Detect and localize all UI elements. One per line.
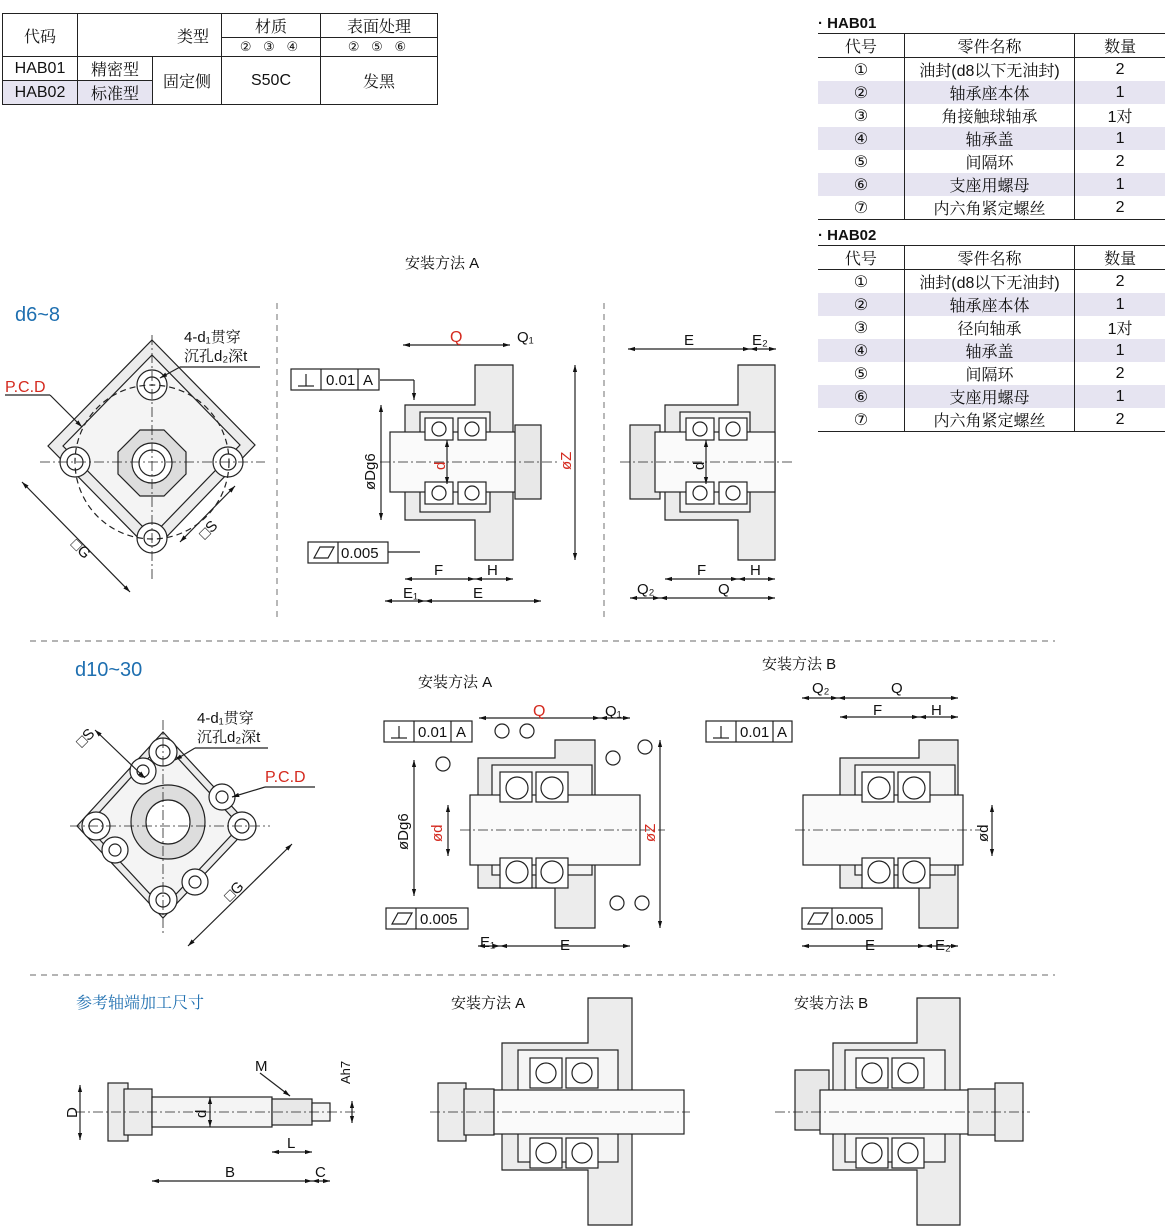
parts-cell: 1: [1075, 385, 1165, 408]
parts-header-cell: 数量: [1075, 34, 1165, 58]
parts-cell: 支座用螺母: [904, 173, 1074, 196]
parts-cell: ⑥: [818, 385, 904, 408]
parts-cell: 间隔环: [904, 150, 1074, 173]
q-label-small: Q: [450, 329, 463, 346]
parts-cell: ⑦: [818, 196, 904, 220]
e-label-large: E: [560, 937, 571, 954]
parts-cell: ⑤: [818, 150, 904, 173]
header-surface: 表面处理: [321, 14, 438, 38]
ah7-label: Ah7: [338, 1060, 353, 1084]
parts-cell: ⑦: [818, 408, 904, 432]
l-label: L: [287, 1135, 296, 1152]
parts-cell: 径向轴承: [904, 316, 1074, 339]
parts-cell: ⑥: [818, 173, 904, 196]
q2-label-small-b: Q₂: [637, 581, 655, 598]
parts-cell: 2: [1115, 60, 1125, 78]
parts-cell: 间隔环: [904, 362, 1074, 385]
dg6-label-small: øDg6: [362, 453, 379, 490]
row1-type: 精密型: [78, 57, 153, 81]
z-label-large: øZ: [642, 823, 659, 842]
parts-cell: 轴承座本体: [904, 293, 1074, 316]
parts-cell: 1对: [1107, 109, 1133, 126]
q2-label-large-b: Q₂: [812, 680, 830, 697]
e1-label-small: E₁: [403, 585, 419, 602]
surface-value: 发黑: [321, 57, 438, 105]
od-label-large-b: ød: [975, 824, 992, 842]
big-d-label: D: [64, 1107, 81, 1118]
parts-header-cell: 零件名称: [904, 34, 1074, 58]
e-label-small: E: [473, 585, 484, 602]
parts-header-cell: 代号: [818, 34, 904, 58]
parts-cell: 1: [1075, 127, 1165, 150]
parts-cell: ④: [818, 339, 904, 362]
row2-code: HAB02: [3, 81, 78, 105]
q-label-large-b: Q: [891, 680, 903, 697]
hole-note-1-large: 4-d₁贯穿: [197, 710, 254, 727]
parts-cell: 油封(d8以下无油封): [904, 270, 1074, 294]
hab02-title: · HAB02: [818, 227, 877, 244]
parts-cell: 1: [1075, 339, 1165, 362]
parts-cell: ②: [818, 293, 904, 316]
parts-cell: 1: [1075, 81, 1165, 104]
g-label-large: □G: [220, 878, 248, 905]
f-label-small-b: F: [697, 562, 707, 579]
parts-cell: 轴承盖: [904, 127, 1074, 150]
parts-cell: ⑤: [818, 362, 904, 385]
c-label: C: [315, 1164, 326, 1181]
range-small-label: d6~8: [15, 304, 61, 326]
row1-code: HAB01: [3, 57, 78, 81]
e1-label-large: E₁: [480, 934, 496, 951]
header-type: 类型: [78, 14, 222, 57]
s-label-small: □S: [195, 517, 222, 543]
q1-label-small: Q₁: [517, 329, 534, 346]
h-label-small: H: [487, 562, 498, 579]
shaft-end-drawing: [75, 1073, 355, 1181]
header-material: 材质: [222, 14, 321, 38]
z-label-small: øZ: [558, 451, 575, 470]
q1-label-large: Q₁: [605, 703, 622, 720]
parts-cell: 2: [1115, 198, 1125, 216]
datum-small: A: [363, 372, 374, 389]
e2-label-small-b: E₂: [752, 332, 768, 349]
row2-type: 标准型: [78, 81, 153, 105]
parts-cell: 油封(d8以下无油封): [904, 58, 1074, 82]
m-label: M: [255, 1058, 268, 1075]
perp-value-small: 0.01: [326, 372, 356, 389]
hab01-title: · HAB01: [818, 15, 877, 32]
shaft-end-title: 参考轴端加工尺寸: [76, 995, 205, 1012]
parts-cell: ②: [818, 81, 904, 104]
parts-cell: 轴承座本体: [904, 81, 1074, 104]
f-label-small: F: [434, 562, 444, 579]
h-label-small-b: H: [750, 562, 761, 579]
header-code: 代码: [3, 14, 78, 57]
parts-header-cell: 代号: [818, 246, 904, 270]
type-fixed: 固定侧: [153, 57, 222, 105]
method-b-title-mid: 安装方法 B: [762, 656, 837, 673]
parts-cell: 2: [1115, 410, 1125, 428]
q-label-small-b: Q: [718, 581, 730, 598]
material-value: S50C: [222, 57, 321, 105]
flange-large-front-view: [70, 720, 315, 946]
flat-value-large-b: 0.005: [836, 911, 874, 928]
datum-large-b: A: [777, 724, 788, 741]
datum-large: A: [456, 724, 467, 741]
sub-material: ② ③ ④: [222, 38, 321, 57]
method-b-small-section: [620, 349, 795, 598]
method-a-title-mid: 安装方法 A: [418, 674, 493, 691]
parts-cell: 内六角紧定螺丝: [904, 408, 1074, 432]
e-label-small-b: E: [684, 332, 695, 349]
method-b-title-bottom: 安装方法 B: [794, 995, 869, 1012]
parts-cell: ③: [818, 104, 904, 127]
hole-note-1: 4-d₁贯穿: [184, 329, 241, 346]
d-label-small-b: d: [691, 461, 708, 470]
parts-cell: 内六角紧定螺丝: [904, 196, 1074, 220]
e2-label-large-b: E₂: [935, 937, 951, 954]
parts-cell: 2: [1115, 364, 1125, 382]
parts-cell: 1对: [1107, 321, 1133, 338]
h-label-large-b: H: [931, 702, 942, 719]
flat-value-small: 0.005: [341, 545, 379, 562]
e-label-large-b: E: [865, 937, 876, 954]
parts-cell: 2: [1115, 272, 1125, 290]
perp-value-large-b: 0.01: [740, 724, 770, 741]
parts-cell: 1: [1075, 173, 1165, 196]
parts-cell: 支座用螺母: [904, 385, 1074, 408]
hole-note-2-large: 沉孔d₂深t: [197, 729, 261, 746]
q-label-large: Q: [533, 703, 546, 720]
pcd-label-large: P.C.D: [265, 769, 306, 786]
s-label-large: □S: [72, 725, 99, 751]
method-a-title-top: 安装方法 A: [405, 255, 480, 272]
parts-header-cell: 零件名称: [904, 246, 1074, 270]
b-label: B: [225, 1164, 236, 1181]
parts-cell: 1: [1075, 293, 1165, 316]
dg6-label-large: øDg6: [395, 813, 412, 850]
bottom-method-a-assembly: [430, 998, 690, 1225]
parts-header-cell: 数量: [1075, 246, 1165, 270]
hole-note-2: 沉孔d₂深t: [184, 348, 248, 365]
parts-cell: 2: [1115, 152, 1125, 170]
d-label-shaft: d: [193, 1109, 210, 1118]
flat-value-large: 0.005: [420, 911, 458, 928]
f-label-large-b: F: [873, 702, 883, 719]
g-label-small: □G: [67, 535, 94, 563]
pcd-label: P.C.D: [5, 379, 46, 396]
parts-cell: 轴承盖: [904, 339, 1074, 362]
parts-cell: ④: [818, 127, 904, 150]
perp-value-large: 0.01: [418, 724, 448, 741]
bottom-method-b-assembly: [775, 998, 1030, 1225]
parts-cell: 角接触球轴承: [904, 104, 1074, 127]
d-label-small: d: [432, 461, 449, 470]
parts-cell: ③: [818, 316, 904, 339]
sub-surface: ② ⑤ ⑥: [321, 38, 438, 57]
method-a-title-bottom: 安装方法 A: [451, 995, 526, 1012]
range-large-label: d10~30: [75, 659, 143, 681]
parts-cell: ①: [818, 270, 904, 294]
od-label-large: ød: [429, 824, 446, 842]
parts-cell: ①: [818, 58, 904, 82]
flange-small-front-view: [5, 335, 265, 592]
